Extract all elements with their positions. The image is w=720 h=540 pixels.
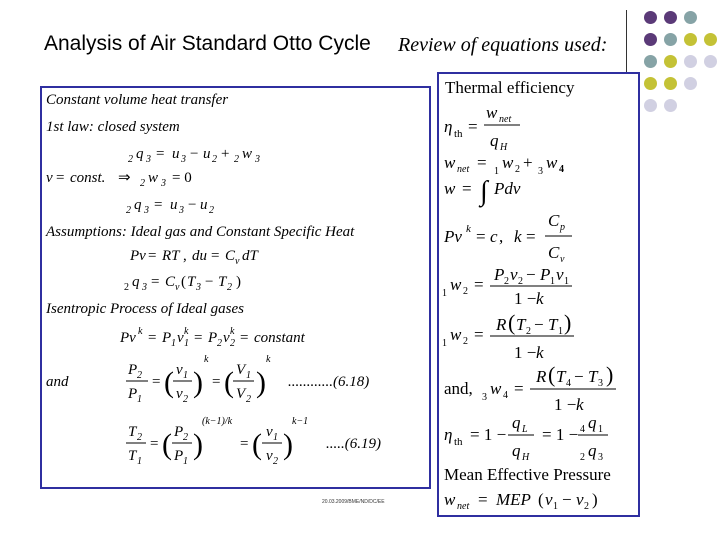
svg-text:net: net xyxy=(457,501,470,512)
svg-text:2: 2 xyxy=(140,178,145,189)
svg-text:v: v xyxy=(266,448,273,464)
svg-text:): ) xyxy=(283,428,293,461)
svg-text:P: P xyxy=(540,265,551,284)
equation-q23-cv xyxy=(124,274,241,293)
svg-text:1 −: 1 − xyxy=(554,395,577,414)
svg-text:−: − xyxy=(190,146,199,162)
svg-text:2: 2 xyxy=(246,394,251,405)
svg-text:w: w xyxy=(546,153,558,172)
svg-text:= 0: = 0 xyxy=(172,170,192,186)
equation-q23-result xyxy=(126,197,214,216)
svg-text:P: P xyxy=(174,424,184,440)
svg-text:1: 1 xyxy=(494,166,499,177)
svg-text:q: q xyxy=(134,197,142,213)
svg-text:3: 3 xyxy=(142,282,147,293)
equation-v-const xyxy=(46,170,192,189)
svg-text:1: 1 xyxy=(273,432,278,443)
equation-w-integral xyxy=(444,176,521,208)
svg-text:v: v xyxy=(266,424,273,440)
svg-text:P: P xyxy=(208,330,218,346)
svg-text:Pv: Pv xyxy=(120,330,136,346)
equation-ideal-gas xyxy=(129,248,260,267)
svg-text:+: + xyxy=(221,146,230,162)
svg-text:u: u xyxy=(200,197,208,213)
svg-text:2: 2 xyxy=(515,164,520,175)
svg-text:const.: const. xyxy=(70,170,106,186)
svg-text:w: w xyxy=(444,179,456,198)
svg-text:= 1 −: = 1 − xyxy=(542,425,579,444)
svg-text:C: C xyxy=(165,274,176,290)
heading-mean-effective-pressure: Mean Effective Pressure xyxy=(444,465,611,484)
svg-text:w: w xyxy=(502,153,514,172)
svg-text:): ) xyxy=(236,274,241,290)
svg-text:−: − xyxy=(534,315,544,334)
svg-text:1: 1 xyxy=(184,338,189,349)
svg-text:=: = xyxy=(194,330,203,346)
equation-temperature-ratio xyxy=(126,416,381,467)
svg-text:=: = xyxy=(150,436,159,452)
svg-text:(: ( xyxy=(252,428,262,461)
svg-text:P: P xyxy=(128,362,138,378)
svg-text:=: = xyxy=(514,379,524,398)
svg-text:): ) xyxy=(592,490,598,509)
svg-text:2: 2 xyxy=(526,326,531,337)
svg-text:V: V xyxy=(236,362,246,378)
svg-text:2: 2 xyxy=(183,432,188,443)
svg-text:−: − xyxy=(188,197,197,213)
svg-text:k: k xyxy=(536,289,544,308)
equation-1w2-p xyxy=(442,265,572,308)
svg-text:R: R xyxy=(536,367,547,386)
svg-text:P: P xyxy=(494,265,505,284)
svg-text:4: 4 xyxy=(580,424,585,435)
svg-text:constant: constant xyxy=(254,330,305,346)
svg-text:C: C xyxy=(548,243,560,262)
svg-text:3: 3 xyxy=(598,452,603,463)
svg-text:v: v xyxy=(223,330,230,346)
svg-text:(: ( xyxy=(548,362,556,387)
svg-text:2: 2 xyxy=(504,276,509,287)
svg-text:1: 1 xyxy=(137,456,142,467)
svg-text:3: 3 xyxy=(482,392,487,403)
svg-text:1: 1 xyxy=(442,288,447,299)
svg-text:q: q xyxy=(136,146,144,162)
svg-text:w: w xyxy=(450,325,462,344)
svg-text:η: η xyxy=(444,425,453,444)
slide-subtitle: Review of equations used: xyxy=(398,34,608,56)
svg-text:C: C xyxy=(548,211,560,230)
svg-text:2: 2 xyxy=(463,336,468,347)
svg-text:v: v xyxy=(560,254,565,265)
svg-text:η: η xyxy=(444,117,453,136)
svg-text:k: k xyxy=(204,354,209,365)
svg-text:c: c xyxy=(490,227,498,246)
svg-text:T: T xyxy=(548,315,558,334)
svg-text:): ) xyxy=(606,362,614,387)
svg-text:=: = xyxy=(474,325,484,344)
svg-text:v: v xyxy=(576,490,584,509)
equation-mep xyxy=(444,490,598,512)
svg-text:): ) xyxy=(193,428,203,461)
svg-text:w: w xyxy=(444,153,456,172)
svg-text:u: u xyxy=(170,197,178,213)
svg-text:2: 2 xyxy=(137,370,142,381)
svg-text:2: 2 xyxy=(124,282,129,293)
footer-note: 20.03.2009/BME/ND/DC/EE xyxy=(322,499,385,505)
equation-pvk-constant xyxy=(119,326,306,349)
svg-text:Pv: Pv xyxy=(130,248,146,264)
svg-text:⇒: ⇒ xyxy=(118,170,131,186)
svg-text:=: = xyxy=(148,248,157,264)
equation-w-net xyxy=(444,153,564,177)
svg-text:L: L xyxy=(522,424,528,435)
svg-text:3: 3 xyxy=(144,205,149,216)
svg-text:V: V xyxy=(236,386,246,402)
svg-text:w: w xyxy=(450,275,462,294)
svg-text:=: = xyxy=(477,153,487,172)
svg-text:th: th xyxy=(454,436,463,448)
svg-text:q: q xyxy=(512,413,521,432)
equation-1w2-rt xyxy=(442,310,574,362)
svg-text:3: 3 xyxy=(196,282,201,293)
svg-text:=: = xyxy=(212,374,221,390)
svg-text:th: th xyxy=(454,128,463,140)
svg-text:4: 4 xyxy=(503,390,508,401)
svg-text:4: 4 xyxy=(559,164,564,175)
svg-text:2: 2 xyxy=(209,205,214,216)
svg-text:2: 2 xyxy=(230,338,235,349)
svg-text:2: 2 xyxy=(234,154,239,165)
svg-text:−: − xyxy=(526,265,536,284)
svg-text:3: 3 xyxy=(538,166,543,177)
equation-pvk-c-k xyxy=(443,211,572,265)
svg-text:2: 2 xyxy=(227,282,232,293)
svg-text:(: ( xyxy=(508,310,516,335)
slide-title: Analysis of Air Standard Otto Cycle xyxy=(44,32,371,55)
svg-text:du: du xyxy=(192,248,207,264)
svg-text:and,: and, xyxy=(444,379,473,398)
svg-text:(: ( xyxy=(164,366,174,399)
eq-ref-618: ............(6.18) xyxy=(288,374,370,390)
svg-text:2: 2 xyxy=(518,276,523,287)
eq-ref-619: .....(6.19) xyxy=(326,436,381,452)
heading-isentropic: Isentropic Process of Ideal gases xyxy=(46,301,245,317)
svg-text:q: q xyxy=(588,413,597,432)
svg-text:2: 2 xyxy=(137,432,142,443)
svg-text:MEP: MEP xyxy=(496,490,531,509)
svg-text:T: T xyxy=(556,367,566,386)
svg-text:T: T xyxy=(516,315,526,334)
svg-text:3: 3 xyxy=(598,378,603,389)
svg-text:(: ( xyxy=(224,366,234,399)
svg-text:2: 2 xyxy=(273,456,278,467)
svg-text:C: C xyxy=(225,248,236,264)
svg-text:q: q xyxy=(512,441,521,460)
svg-text:1 −: 1 − xyxy=(514,343,537,362)
svg-text:RT: RT xyxy=(162,248,180,264)
svg-text:v: v xyxy=(46,170,53,186)
svg-text:1: 1 xyxy=(246,370,251,381)
heading-constant-volume: Constant volume heat transfer xyxy=(46,92,229,108)
svg-text:1: 1 xyxy=(183,456,188,467)
svg-text:=: = xyxy=(56,170,65,186)
svg-text:net: net xyxy=(457,164,470,175)
svg-text:T: T xyxy=(218,274,227,290)
svg-text:1: 1 xyxy=(137,394,142,405)
svg-text:=: = xyxy=(476,227,486,246)
svg-text:R: R xyxy=(496,315,507,334)
svg-text:(k−1)/k: (k−1)/k xyxy=(202,416,233,427)
svg-text:2: 2 xyxy=(217,338,222,349)
svg-text:2: 2 xyxy=(212,154,217,165)
svg-text:u: u xyxy=(203,146,211,162)
svg-text:q: q xyxy=(132,274,140,290)
svg-text:1: 1 xyxy=(183,370,188,381)
heading-assumptions: Assumptions: Ideal gas and Constant Specific Heat xyxy=(46,224,355,240)
svg-text:=: = xyxy=(156,146,165,162)
svg-text:T: T xyxy=(128,448,137,464)
svg-text:k: k xyxy=(230,326,235,337)
svg-text:v: v xyxy=(176,386,183,402)
svg-text:): ) xyxy=(256,366,266,399)
svg-text:,: , xyxy=(499,227,504,246)
svg-text:v: v xyxy=(235,256,240,267)
svg-text:v: v xyxy=(510,265,518,284)
svg-text:∫: ∫ xyxy=(480,176,488,207)
svg-text:2: 2 xyxy=(183,394,188,405)
svg-text:w: w xyxy=(148,170,159,186)
svg-text:3: 3 xyxy=(181,154,186,165)
svg-text:1: 1 xyxy=(598,424,603,435)
svg-text:3: 3 xyxy=(255,154,260,165)
svg-text:=: = xyxy=(154,197,163,213)
svg-text:,: , xyxy=(183,248,187,264)
svg-text:3: 3 xyxy=(179,205,184,216)
equation-q23 xyxy=(128,146,260,165)
svg-text:=: = xyxy=(211,248,220,264)
svg-text:p: p xyxy=(560,222,565,233)
svg-text:net: net xyxy=(499,114,512,125)
svg-text:=: = xyxy=(474,275,484,294)
svg-text:w: w xyxy=(444,490,456,509)
svg-text:1: 1 xyxy=(564,276,569,287)
svg-text:−: − xyxy=(205,274,214,290)
svg-text:(: ( xyxy=(162,428,172,461)
svg-text:=: = xyxy=(526,227,536,246)
svg-text:1: 1 xyxy=(171,338,176,349)
svg-text:k: k xyxy=(266,354,271,365)
svg-text:=: = xyxy=(151,274,160,290)
svg-text:=: = xyxy=(240,436,249,452)
svg-text:u: u xyxy=(172,146,180,162)
svg-text:1: 1 xyxy=(550,276,555,287)
svg-text:v: v xyxy=(175,282,180,293)
svg-text:k−1: k−1 xyxy=(292,416,309,427)
svg-text:T: T xyxy=(187,274,196,290)
svg-text:H: H xyxy=(522,452,530,463)
svg-text:1 −: 1 − xyxy=(514,289,537,308)
svg-text:1: 1 xyxy=(558,326,563,337)
svg-text:= 1 −: = 1 − xyxy=(470,425,507,444)
svg-text:−: − xyxy=(562,490,572,509)
svg-text:T: T xyxy=(128,424,137,440)
heading-first-law: 1st law: closed system xyxy=(46,119,180,135)
svg-text:): ) xyxy=(564,310,572,335)
svg-text:2: 2 xyxy=(584,501,589,512)
svg-text:w: w xyxy=(486,103,498,122)
svg-text:=: = xyxy=(148,330,157,346)
svg-text:+: + xyxy=(523,153,533,172)
equation-3w4 xyxy=(444,362,616,414)
svg-text:q: q xyxy=(588,441,597,460)
svg-text:2: 2 xyxy=(463,286,468,297)
word-and-left: and xyxy=(46,374,69,390)
svg-text:T: T xyxy=(588,367,598,386)
svg-text:v: v xyxy=(556,265,564,284)
svg-text:=: = xyxy=(462,179,472,198)
svg-text:): ) xyxy=(193,366,203,399)
svg-text:v: v xyxy=(545,490,553,509)
svg-text:H: H xyxy=(500,142,508,153)
svg-text:2: 2 xyxy=(128,154,133,165)
svg-text:P: P xyxy=(128,386,138,402)
svg-text:=: = xyxy=(240,330,249,346)
svg-text:w: w xyxy=(490,379,502,398)
svg-text:dT: dT xyxy=(242,248,258,264)
svg-text:k: k xyxy=(466,223,471,235)
svg-text:w: w xyxy=(242,146,253,162)
svg-text:Pv: Pv xyxy=(444,227,462,246)
svg-text:=: = xyxy=(468,117,478,136)
svg-text:=: = xyxy=(478,490,488,509)
svg-text:P: P xyxy=(162,330,172,346)
svg-text:2: 2 xyxy=(126,205,131,216)
svg-text:3: 3 xyxy=(161,178,166,189)
svg-text:k: k xyxy=(576,395,584,414)
svg-text:v: v xyxy=(176,362,183,378)
svg-text:k: k xyxy=(184,326,189,337)
svg-text:1: 1 xyxy=(442,338,447,349)
svg-text:k: k xyxy=(138,326,143,337)
svg-text:(: ( xyxy=(181,274,186,290)
svg-text:−: − xyxy=(574,367,584,386)
svg-text:k: k xyxy=(514,227,522,246)
equation-eta-th xyxy=(444,103,520,153)
heading-thermal-efficiency: Thermal efficiency xyxy=(445,78,575,97)
svg-text:4: 4 xyxy=(566,378,571,389)
svg-text:1: 1 xyxy=(553,501,558,512)
equation-eta-ql-qh xyxy=(444,413,608,463)
svg-text:Pdv: Pdv xyxy=(494,179,521,198)
svg-text:3: 3 xyxy=(146,154,151,165)
svg-text:v: v xyxy=(177,330,184,346)
svg-text:q: q xyxy=(490,131,499,150)
equation-pressure-ratio xyxy=(126,354,369,405)
svg-text:=: = xyxy=(152,374,161,390)
svg-text:k: k xyxy=(536,343,544,362)
svg-text:(: ( xyxy=(538,490,544,509)
svg-text:P: P xyxy=(174,448,184,464)
svg-text:2: 2 xyxy=(580,452,585,463)
